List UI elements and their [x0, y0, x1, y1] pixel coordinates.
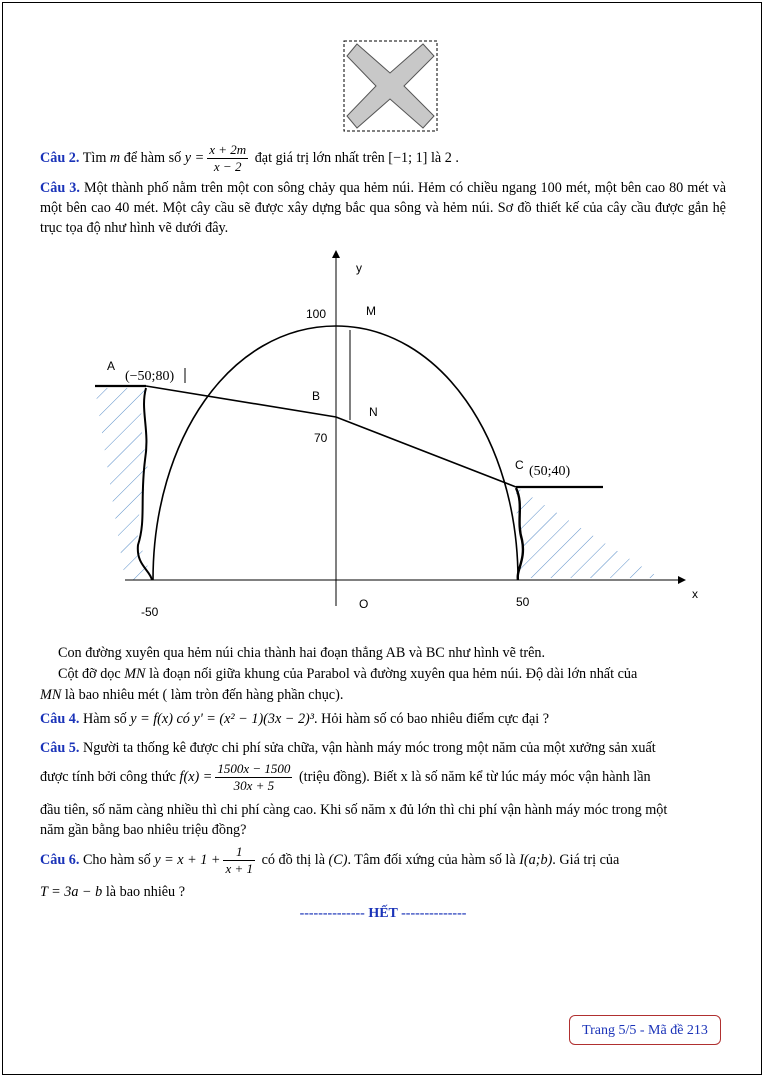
paragraph-mn-2: MN là bao nhiêu mét ( làm tròn đến hàng phần chục). [40, 687, 344, 703]
label-c-coord: (50;40) [529, 464, 571, 479]
question-5-line3: đầu tiên, số năm càng nhiều thì chi phí càng cao. Khi số năm x đủ lớn thì chi phí vận hành máy móc trong một [40, 802, 668, 818]
label-c: C [515, 458, 524, 472]
label-a: A [107, 359, 116, 373]
label-y: y [356, 261, 362, 275]
label-n: N [369, 405, 378, 419]
question-3: Câu 3. Một thành phố nằm trên một con sông chảy qua hẻm núi. Hẻm có chiều ngang 100 mét, một bên cao 80 mét và một bên cao 40 mét. Một cây cầu sẽ được xây dựng bắc qua sông và hẻm núi. Sơ đồ thiết kế của cây cầu được gắn hệ trục tọa độ như hình vẽ dưới đây. [40, 180, 726, 236]
question-4: Câu 4. Hàm số y = f(x) có y' = (x² − 1)(3x − 2)³. Hỏi hàm số có bao nhiêu điểm cực đại ? [40, 711, 550, 727]
bridge-diagram [80, 250, 720, 630]
label-b: B [312, 389, 321, 403]
page-footer: Trang 5/5 - Mã đề 213 [569, 1015, 721, 1045]
right-cliff-hatch [516, 487, 660, 578]
cross-figure [343, 40, 438, 132]
label-m: M [366, 304, 376, 318]
label-100: 100 [306, 307, 327, 321]
question-5-line1: Câu 5. Người ta thống kê được chi phí sửa chữa, vận hành máy móc trong một năm của một xưởng sản xuất [40, 740, 656, 756]
label-neg50: -50 [141, 605, 159, 619]
end-marker: -------------- HẾT -------------- [299, 906, 467, 921]
label-70: 70 [314, 431, 328, 445]
paragraph-mn-1: Cột đỡ dọc MN là đoạn nối giữa khung của Parabol và đường xuyên qua hẻm núi. Độ dài lớn nhất của [58, 666, 638, 682]
question-5-line4: năm gần bằng bao nhiêu triệu đồng? [40, 822, 247, 838]
question-6-line2: T = 3a − b là bao nhiêu ? [40, 884, 185, 900]
question-6-line1: Câu 6. Cho hàm số y = x + 1 + $\frac{1}{x + 1}$ có đồ thị là (C). Tâm đối xứng của hàm số là I(a;b). Giá trị của [40, 844, 620, 877]
paragraph-roads: Con đường xuyên qua hẻm núi chia thành hai đoạn thẳng AB và BC như hình vẽ trên. [58, 645, 546, 661]
question-5-line2: được tính bởi công thức f(x) = $\frac{1500x - 1500}{30x + 5}$ (triệu đồng). Biết x là số năm kể từ lúc máy móc vận hành lần [40, 761, 651, 794]
label-origin: O [359, 597, 369, 611]
label-a-coord: (−50;80) [125, 369, 175, 384]
label-x: x [692, 587, 698, 601]
label-50: 50 [516, 595, 530, 609]
question-2: Câu 2. Tìm m để hàm số y = $\frac{x + 2m}{x - 2}$ đạt giá trị lớn nhất trên [−1; 1] là 2 . [40, 142, 459, 174]
road-ab-bc [146, 386, 516, 487]
fraction: $\frac{x + 2m}{x - 2}$ [209, 142, 247, 174]
